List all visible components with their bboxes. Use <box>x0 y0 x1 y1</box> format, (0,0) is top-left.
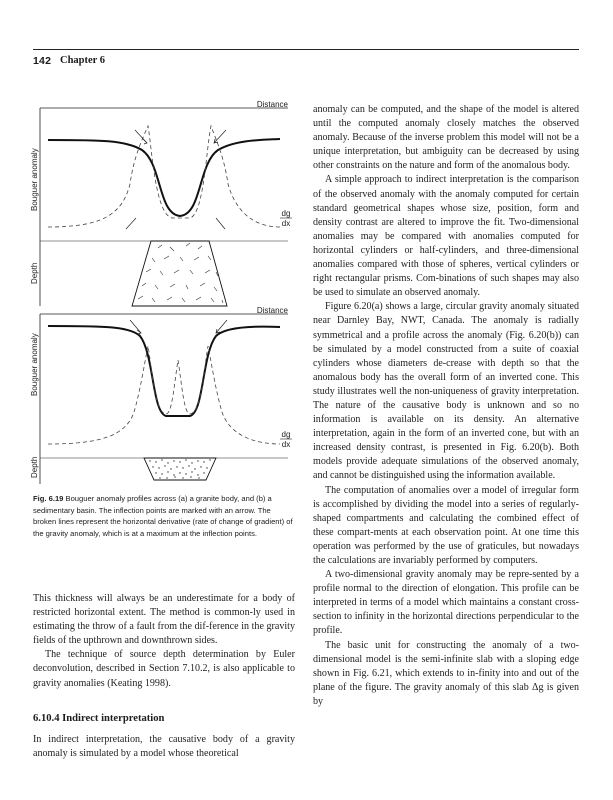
bouguer-curve-b <box>48 326 280 416</box>
deriv-den-b: dx <box>281 440 291 449</box>
y-label-b: Bouguer anomaly <box>30 333 39 396</box>
panel-a <box>30 100 292 306</box>
right-paragraph-5: A two-dimensional gravity anomaly may be repre-sented by a profile normal to the direction of elongation. This profile can be interpreted in terms of a model which maintains a constant cross-section to infinity in the horizontal directions perpendicular to the profile. <box>313 569 579 637</box>
right-paragraph-1: anomaly can be computed, and the shape of the model is altered until the computed anomaly closely matches the observed anomaly. Because of the inverse problem this model will not be a unique interpretation, but ambiguity can be decreased by using other constraints on the nature and form of the anomalous body. <box>313 104 579 172</box>
distance-label-b: Distance <box>256 306 288 315</box>
figure-caption <box>33 493 295 539</box>
depth-label-b: Depth <box>30 456 39 478</box>
right-paragraph-4: The computation of anomalies over a model of irregular form is accomplished by dividing the model into a series of regularly-shaped compartments and calculating the combined effect of these compart-ments at each observation point. At one time this operation was performed by the use of graticules, but nowadays the calculations are invariably performed by computers. <box>313 484 579 566</box>
inflection-arrow-a2 <box>214 130 226 143</box>
left-paragraph-3: In indirect interpretation, the causative body of a gravity anomaly is simulated by a model whose theoretical <box>33 733 295 759</box>
right-paragraph-3: Figure 6.20(a) shows a large, circular gravity anomaly situated near Darnley Bay, NWT, Canada. The anomaly is radially symmetrical and a profile across the anomaly (Fig. 6.20(b)) can be simulated by a model constructed from a suite of coaxial cylinders whose diameters de-crease with depth so that the anomalous body has the overall form of an inverted cone. This study illustrates well the non-uniqueness of gravity interpretation. The nature of the causative body is unknown and so no information is available on its density. An alternative interpretation, again in the form of an inverted cone, but with an increased density contrast, is presented in Fig. 6.20(b). Both models provide adequate simulations of the observed anomaly, and cannot be distinguished using the information available. <box>313 301 579 482</box>
derivative-curve-b <box>48 346 280 444</box>
right-column <box>313 103 579 709</box>
granite-body <box>132 241 227 306</box>
caption-label: Fig. 6.19 <box>33 494 64 503</box>
caption-text: Bouguer anomaly profiles across (a) a granite body, and (b) a sedimentary basin. The inflection points are marked with an arrow. The broken lines represent the horizontal derivative (rate of change of gradient) of the gravity anomaly, which is at a maximum at the inflection points. <box>33 494 293 538</box>
right-paragraph-2: A simple approach to indirect interpretation is the comparison of the observed anomaly with the anomaly computed for certain standard geometrical shapes whose size, position, form and density contrast are altered to improve the fit. Two-dimensional anomalies may be compared with anomalies computed for horizontal cylinders or half-cylinders, and three-dimensional anomalies compared with those of spheres, vertical cylinders or right rectangular prisms. Com-binations of such shapes may also be used to simulate an observed anomaly. <box>313 174 579 299</box>
left-paragraph-2: The technique of source depth determination by Euler deconvolution, described in Section 7.10.2, is also applicable to gravity anomalies (Keating 1998). <box>33 649 295 689</box>
chapter-title: Chapter 6 <box>60 55 106 66</box>
left-column <box>33 592 295 761</box>
panel-b <box>30 306 292 484</box>
left-paragraph-1: This thickness will always be an underestimate for a body of restricted horizontal extent. The method is common-ly used in estimating the throw of a fault from the dif-ference in the gravity fields of the upthrown and downthrown sides. <box>33 593 295 647</box>
bouguer-curve-a <box>48 139 280 216</box>
depth-label-a: Depth <box>30 262 39 284</box>
deriv-num-a: dg <box>281 209 291 218</box>
distance-label-a: Distance <box>256 100 288 109</box>
page-number: 142 <box>33 55 52 67</box>
sedimentary-basin <box>144 458 216 480</box>
section-heading: 6.10.4 Indirect interpretation <box>33 712 165 724</box>
deriv-den-a: dx <box>281 219 291 228</box>
y-label-a: Bouguer anomaly <box>30 148 39 211</box>
deriv-num-b: dg <box>281 430 291 439</box>
right-paragraph-6: The basic unit for constructing the anomaly of a two-dimensional model is the semi-infinite slab with a sloping edge shown in Fig. 6.21, which extends to in-finity into and out of the plane of the figure. The gravity anomaly of this slab Δg is given by <box>313 639 579 707</box>
figure-6-19 <box>30 96 300 486</box>
header-rule <box>33 49 579 50</box>
figure-svg <box>30 96 300 486</box>
